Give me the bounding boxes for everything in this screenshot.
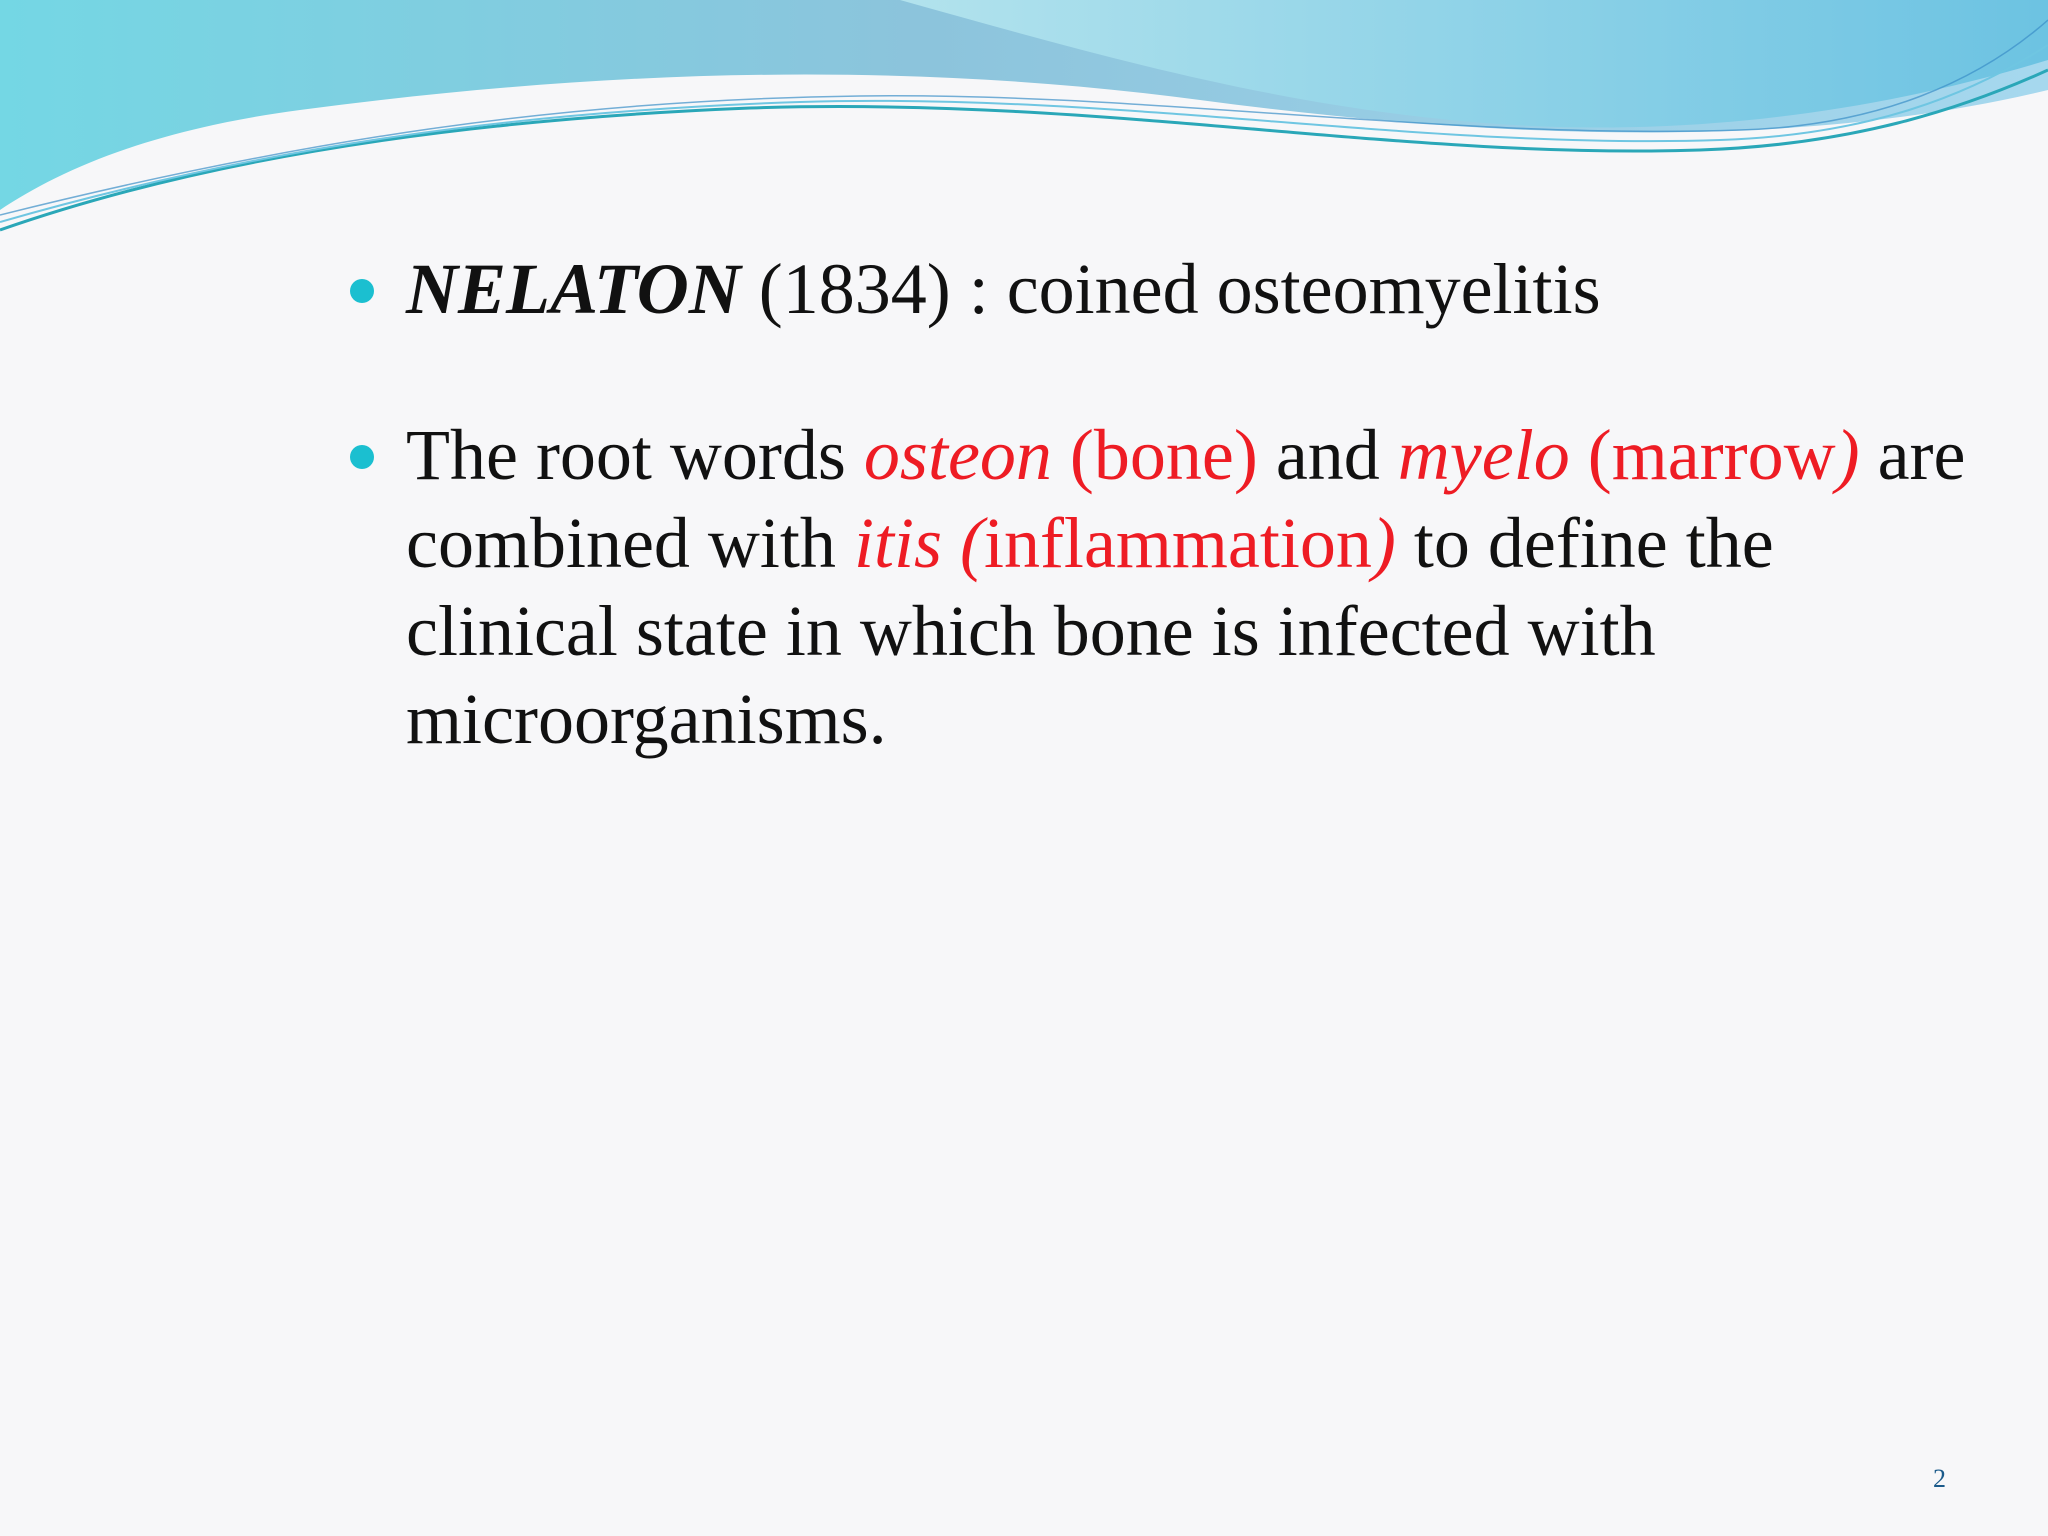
term-paren-close: ) bbox=[1371, 503, 1396, 583]
person-name: NELATON bbox=[406, 249, 741, 329]
term-marrow-close: ) bbox=[1835, 415, 1860, 495]
bullet-text: to define the clinical state in which bone is infected with microorganisms. bbox=[406, 503, 1792, 759]
slide-content bbox=[350, 245, 1990, 841]
term-paren-open: ( bbox=[941, 503, 984, 583]
bullet-item-root-words bbox=[350, 411, 1990, 763]
page-number: 2 bbox=[1933, 1464, 1946, 1493]
term-myelo: myelo bbox=[1397, 415, 1570, 495]
bullet-item-nelaton bbox=[350, 245, 1990, 333]
bullet-text: The root words bbox=[406, 415, 864, 495]
term-osteon: osteon bbox=[863, 415, 1052, 495]
term-bone: (bone) bbox=[1051, 415, 1258, 495]
bullet-dot-icon bbox=[350, 445, 374, 469]
term-itis: itis bbox=[853, 503, 942, 583]
bullet-text: (1834) : coined osteomyelitis bbox=[740, 249, 1601, 329]
bullet-text: and bbox=[1257, 415, 1398, 495]
bullet-dot-icon bbox=[350, 279, 374, 303]
term-marrow: (marrow bbox=[1569, 415, 1836, 495]
decorative-wave-header bbox=[0, 0, 2048, 240]
bullet-text: are combined with bbox=[406, 415, 1984, 583]
term-inflammation: inflammation bbox=[983, 503, 1372, 583]
